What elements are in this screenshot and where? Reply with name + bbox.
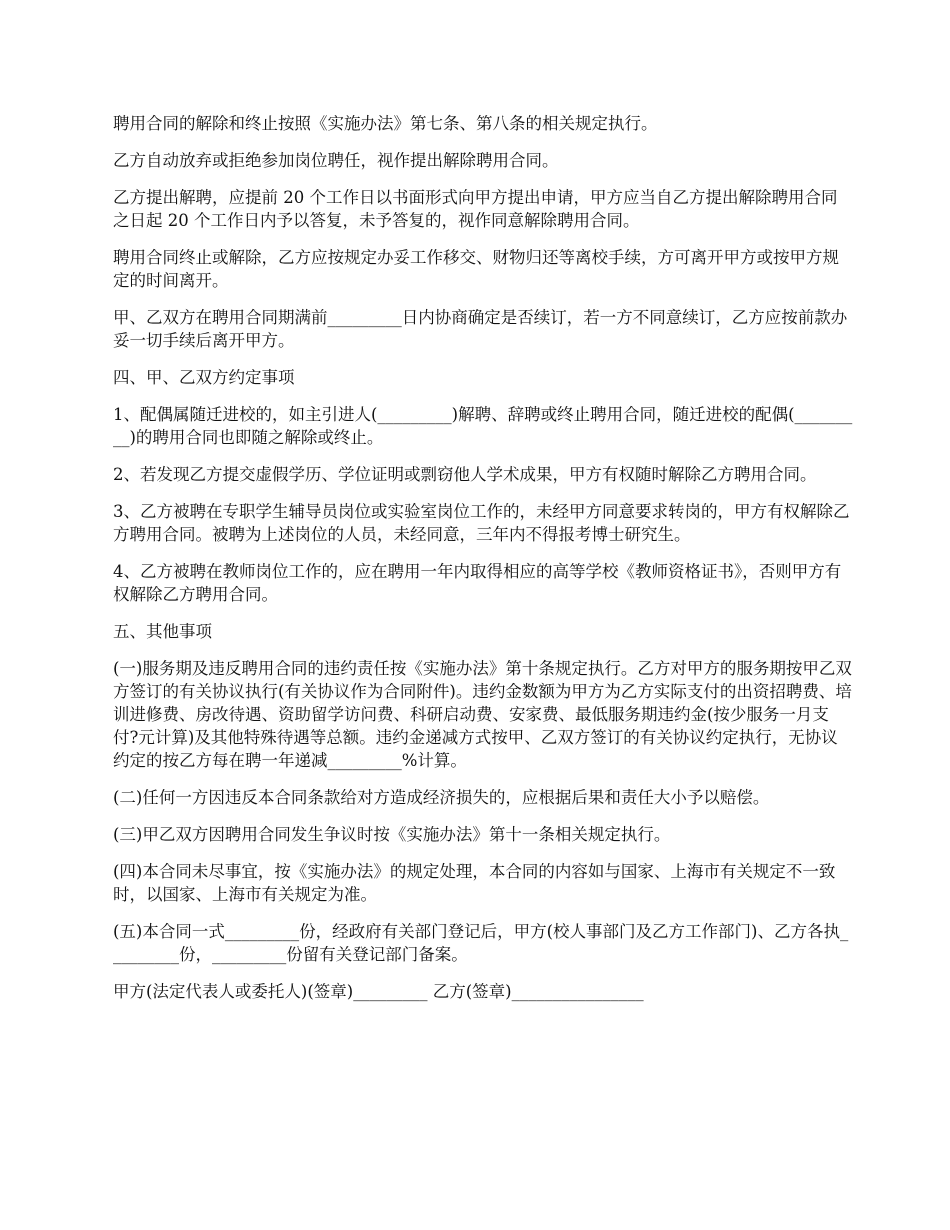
section-heading-agreed-items: 四、甲、乙双方约定事项 <box>113 368 295 387</box>
paragraph-termination-rules: 聘用合同的解除和终止按照《实施办法》第七条、第八条的相关规定执行。 <box>113 114 658 133</box>
paragraph-clause-3: (三)甲乙双方因聘用合同发生争议时按《实施办法》第十一条相关规定执行。 <box>113 825 671 844</box>
paragraph-resignation-notice: 乙方提出解聘，应提前 20 个工作日以书面形式向甲方提出申请，甲方应当自乙方提出解除聘用合同之日起 20 个工作日内予以答复，未予答复的，视作同意解除聘用合同。 <box>113 188 838 230</box>
paragraph-clause-4: (四)本合同未尽事宜，按《实施办法》的规定处理，本合同的内容如与国家、上海市有关规定不一致时，以国家、上海市有关规定为准。 <box>113 862 836 904</box>
document-body <box>113 112 853 1017</box>
paragraph-item-3: 3、乙方被聘在专职学生辅导员岗位或实验室岗位工作的，未经甲方同意要求转岗的，甲方有权解除乙方聘用合同。被聘为上述岗位的人员，未经同意，三年内不得报考博士研究生。 <box>113 502 850 544</box>
signature-line: 甲方(法定代表人或委托人)(签章)_________ 乙方(签章)________________ <box>113 982 644 1001</box>
paragraph-clause-5: (五)本合同一式_________份，经政府有关部门登记后，甲方(校人事部门及乙方工作部门)、乙方各执_________份，_________份留有关登记部门备案。 <box>113 922 849 964</box>
paragraph-waiver: 乙方自动放弃或拒绝参加岗位聘任，视作提出解除聘用合同。 <box>113 151 559 170</box>
paragraph-item-2: 2、若发现乙方提交虚假学历、学位证明或剽窃他人学术成果，甲方有权随时解除乙方聘用合同。 <box>113 465 817 484</box>
paragraph-clause-1: (一)服务期及违反聘用合同的违约责任按《实施办法》第十条规定执行。乙方对甲方的服务期按甲乙双方签订的有关协议执行(有关协议作为合同附件)。违约金数额为甲方为乙方实际支付的出资招聘费、培训进修费、房改待遇、资助留学访问费、科研启动费、安家费、最低服务期违约金(按少服务一月支付?元计算)及其他特殊待遇等总额。违约金递减方式按甲、乙双方签订的有关协议约定执行，无协议约定的按乙方每在聘一年递减_________%计算。 <box>113 659 852 770</box>
paragraph-clause-2: (二)任何一方因违反本合同条款给对方造成经济损失的，应根据后果和责任大小予以赔偿。 <box>113 788 770 807</box>
paragraph-item-1: 1、配偶属随迁进校的，如主引进人(_________)解聘、辞聘或终止聘用合同，随迁进校的配偶(_________)的聘用合同也即随之解除或终止。 <box>113 405 853 447</box>
paragraph-renewal: 甲、乙双方在聘用合同期满前_________日内协商确定是否续订，若一方不同意续订，乙方应按前款办妥一切手续后离开甲方。 <box>113 308 848 350</box>
section-heading-other-matters: 五、其他事项 <box>113 622 212 641</box>
paragraph-item-4: 4、乙方被聘在教师岗位工作的，应在聘用一年内取得相应的高等学校《教师资格证书》，否则甲方有权解除乙方聘用合同。 <box>113 562 842 604</box>
paragraph-handover: 聘用合同终止或解除，乙方应按规定办妥工作移交、财物归还等离校手续，方可离开甲方或按甲方规定的时间离开。 <box>113 248 839 290</box>
